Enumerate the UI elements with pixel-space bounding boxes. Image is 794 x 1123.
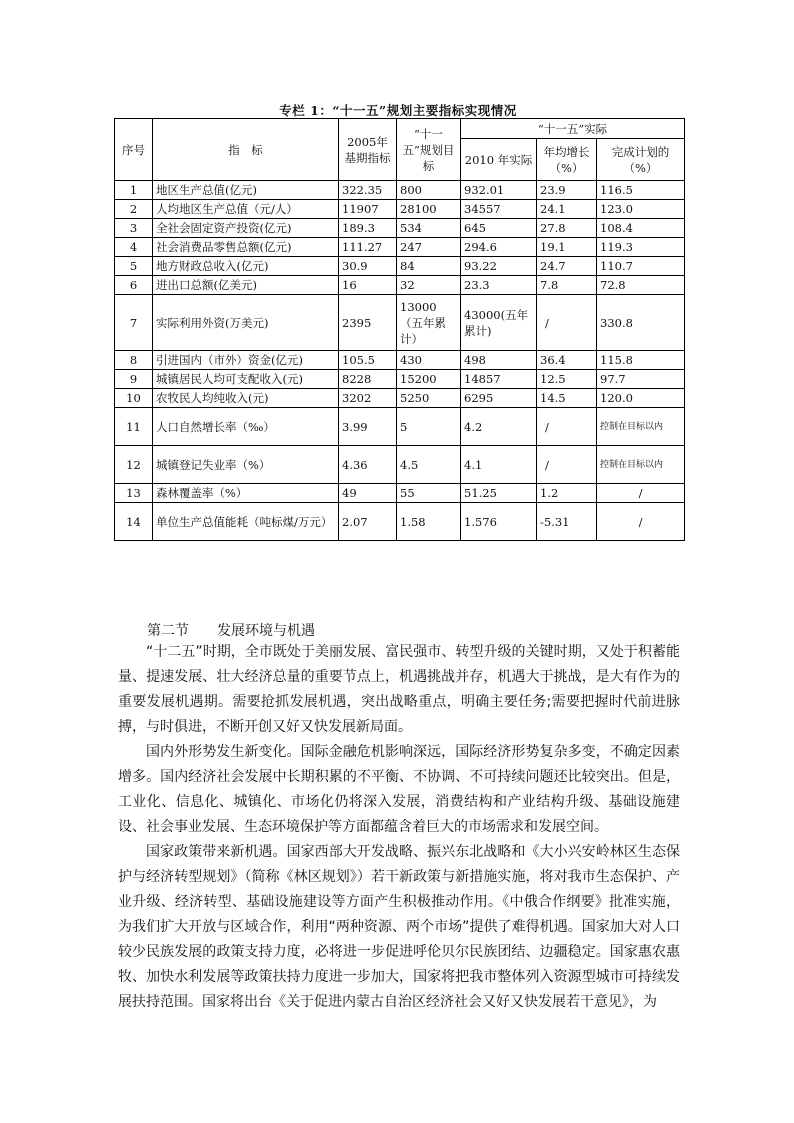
cell-growth: 12.5 bbox=[537, 370, 597, 389]
cell-completion: 72.8 bbox=[597, 276, 685, 295]
cell-growth: -5.31 bbox=[537, 503, 597, 541]
cell-completion: 108.4 bbox=[597, 219, 685, 238]
cell-base: 3.99 bbox=[339, 408, 397, 446]
cell-seq: 10 bbox=[115, 389, 153, 408]
cell-completion: 330.8 bbox=[597, 295, 685, 351]
cell-actual: 93.22 bbox=[461, 257, 537, 276]
cell-completion: 控制在目标以内 bbox=[597, 446, 685, 484]
cell-actual: 932.01 bbox=[461, 181, 537, 200]
cell-base: 105.5 bbox=[339, 351, 397, 370]
cell-indicator: 全社会固定资产投资(亿元) bbox=[153, 219, 339, 238]
cell-indicator: 社会消费品零售总额(亿元) bbox=[153, 238, 339, 257]
cell-completion: 97.7 bbox=[597, 370, 685, 389]
cell-seq: 3 bbox=[115, 219, 153, 238]
table-row bbox=[115, 219, 685, 238]
cell-actual: 294.6 bbox=[461, 238, 537, 257]
cell-target: 13000（五年累计） bbox=[397, 295, 461, 351]
cell-growth: 19.1 bbox=[537, 238, 597, 257]
cell-target: 84 bbox=[397, 257, 461, 276]
cell-actual: 498 bbox=[461, 351, 537, 370]
table-row bbox=[115, 257, 685, 276]
cell-indicator: 人口自然增长率（‰） bbox=[153, 408, 339, 446]
cell-base: 8228 bbox=[339, 370, 397, 389]
cell-base: 189.3 bbox=[339, 219, 397, 238]
paragraph: 国内外形势发生新变化。国际金融危机影响深远，国际经济形势复杂多变，不确定因素增多。国内经济社会发展中长期积累的不平衡、不协调、不可持续问题还比较突出。但是，工业化、信息化、城镇化、市场化仍将深入发展，消费结构和产业结构升级、基础设施建设、社会事业发展、生态环境保护等方面都蕴含着巨大的市场需求和发展空间。 bbox=[118, 744, 680, 835]
cell-base: 322.35 bbox=[339, 181, 397, 200]
cell-seq: 1 bbox=[115, 181, 153, 200]
cell-completion: 123.0 bbox=[597, 200, 685, 219]
cell-seq: 5 bbox=[115, 257, 153, 276]
table-row bbox=[115, 503, 685, 541]
cell-actual: 4.2 bbox=[461, 408, 537, 446]
header-indicator: 指 标 bbox=[153, 119, 339, 181]
cell-base: 2.07 bbox=[339, 503, 397, 541]
table-row bbox=[115, 200, 685, 219]
cell-growth: 14.5 bbox=[537, 389, 597, 408]
table-row bbox=[115, 351, 685, 370]
cell-seq: 7 bbox=[115, 295, 153, 351]
cell-indicator: 地方财政总收入(亿元) bbox=[153, 257, 339, 276]
cell-growth: 27.8 bbox=[537, 219, 597, 238]
table-row bbox=[115, 370, 685, 389]
cell-seq: 8 bbox=[115, 351, 153, 370]
cell-base: 30.9 bbox=[339, 257, 397, 276]
cell-target: 430 bbox=[397, 351, 461, 370]
cell-actual: 23.3 bbox=[461, 276, 537, 295]
table-caption: 专栏 1：“十一五”规划主要指标实现情况 bbox=[279, 103, 517, 118]
cell-completion: 119.3 bbox=[597, 238, 685, 257]
header-base: 2005年基期指标 bbox=[339, 119, 397, 181]
header-actual-2010: 2010 年实际 bbox=[461, 139, 537, 181]
cell-growth: 1.2 bbox=[537, 484, 597, 503]
cell-completion: 控制在目标以内 bbox=[597, 408, 685, 446]
cell-indicator: 森林覆盖率（%） bbox=[153, 484, 339, 503]
table-row bbox=[115, 389, 685, 408]
table-row bbox=[115, 181, 685, 200]
cell-target: 32 bbox=[397, 276, 461, 295]
cell-growth: / bbox=[537, 295, 597, 351]
cell-base: 2395 bbox=[339, 295, 397, 351]
cell-target: 15200 bbox=[397, 370, 461, 389]
cell-base: 111.27 bbox=[339, 238, 397, 257]
cell-completion: 116.5 bbox=[597, 181, 685, 200]
cell-actual: 6295 bbox=[461, 389, 537, 408]
table-row bbox=[115, 408, 685, 446]
cell-target: 800 bbox=[397, 181, 461, 200]
cell-base: 49 bbox=[339, 484, 397, 503]
cell-actual: 51.25 bbox=[461, 484, 537, 503]
table-row bbox=[115, 238, 685, 257]
cell-target: 4.5 bbox=[397, 446, 461, 484]
cell-actual: 1.576 bbox=[461, 503, 537, 541]
cell-base: 16 bbox=[339, 276, 397, 295]
table-row bbox=[115, 446, 685, 484]
cell-growth: / bbox=[537, 446, 597, 484]
cell-actual: 34557 bbox=[461, 200, 537, 219]
cell-indicator: 人均地区生产总值（元/人） bbox=[153, 200, 339, 219]
cell-actual: 14857 bbox=[461, 370, 537, 389]
indicators-table bbox=[114, 118, 685, 541]
cell-seq: 6 bbox=[115, 276, 153, 295]
cell-indicator: 进出口总额(亿美元) bbox=[153, 276, 339, 295]
cell-actual: 4.1 bbox=[461, 446, 537, 484]
cell-indicator: 引进国内（市外）资金(亿元) bbox=[153, 351, 339, 370]
cell-seq: 2 bbox=[115, 200, 153, 219]
table-row bbox=[115, 484, 685, 503]
cell-seq: 14 bbox=[115, 503, 153, 541]
paragraph: “十二五”时期，全市既处于美丽发展、富民强市、转型升级的关键时期，又处于积蓄能量、提速发展、壮大经济总量的重要节点上，机遇挑战并存，机遇大于挑战，是大有作为的重要发展机遇期。需要抢抓发展机遇，突出战略重点，明确主要任务;需要把握时代前进脉搏，与时俱进，不断开创又好又快发展新局面。 bbox=[118, 644, 680, 735]
header-actual-group: “十一五”实际 bbox=[461, 119, 685, 139]
paragraph: 国家政策带来新机遇。国家西部大开发战略、振兴东北战略和《大小兴安岭林区生态保护与经济转型规划》（简称《林区规划》）若干新政策与新措施实施，将对我市生态保护、产业升级、经济转型、基础设施建设等方面产生积极推动作用。《中俄合作纲要》批准实施，为我们扩大开放与区域合作，利用“两种资源、两个市场”提供了难得机遇。国家加大对人口较少民族发展的政策支持力度，必将进一步促进呼伦贝尔民族团结、边疆稳定。国家惠农惠牧、加快水利发展等政策扶持力度进一步加大，国家将把我市整体列入资源型城市可持续发展扶持范围。国家将出台《关于促进内蒙古自治区经济社会又好又快发展若干意见》，为 bbox=[118, 844, 680, 1010]
header-seq: 序号 bbox=[115, 119, 153, 181]
cell-base: 11907 bbox=[339, 200, 397, 219]
cell-indicator: 单位生产总值能耗（吨标煤/万元） bbox=[153, 503, 339, 541]
cell-growth: 36.4 bbox=[537, 351, 597, 370]
cell-seq: 9 bbox=[115, 370, 153, 389]
cell-indicator: 地区生产总值(亿元) bbox=[153, 181, 339, 200]
cell-completion: 115.8 bbox=[597, 351, 685, 370]
header-avg-growth: 年均增长（%） bbox=[537, 139, 597, 181]
cell-actual: 645 bbox=[461, 219, 537, 238]
cell-target: 5 bbox=[397, 408, 461, 446]
cell-seq: 11 bbox=[115, 408, 153, 446]
cell-indicator: 城镇登记失业率（%） bbox=[153, 446, 339, 484]
cell-indicator: 城镇居民人均可支配收入(元) bbox=[153, 370, 339, 389]
cell-target: 534 bbox=[397, 219, 461, 238]
cell-growth: 24.1 bbox=[537, 200, 597, 219]
cell-target: 55 bbox=[397, 484, 461, 503]
cell-target: 1.58 bbox=[397, 503, 461, 541]
cell-growth: 24.7 bbox=[537, 257, 597, 276]
cell-seq: 4 bbox=[115, 238, 153, 257]
cell-growth: 7.8 bbox=[537, 276, 597, 295]
cell-seq: 12 bbox=[115, 446, 153, 484]
cell-growth: 23.9 bbox=[537, 181, 597, 200]
table-body bbox=[115, 181, 685, 541]
cell-completion: / bbox=[597, 503, 685, 541]
body-text bbox=[118, 640, 680, 1015]
cell-indicator: 农牧民人均纯收入(元) bbox=[153, 389, 339, 408]
cell-target: 5250 bbox=[397, 389, 461, 408]
cell-seq: 13 bbox=[115, 484, 153, 503]
cell-growth: / bbox=[537, 408, 597, 446]
cell-completion: 120.0 bbox=[597, 389, 685, 408]
table-row bbox=[115, 295, 685, 351]
cell-indicator: 实际利用外资(万美元) bbox=[153, 295, 339, 351]
cell-target: 28100 bbox=[397, 200, 461, 219]
cell-base: 4.36 bbox=[339, 446, 397, 484]
cell-completion: 110.7 bbox=[597, 257, 685, 276]
header-completion: 完成计划的（%） bbox=[597, 139, 685, 181]
header-target: “十一五”规划目标 bbox=[397, 119, 461, 181]
cell-base: 3202 bbox=[339, 389, 397, 408]
table-row bbox=[115, 276, 685, 295]
section-heading: 第二节 发展环境与机遇 bbox=[147, 623, 315, 639]
cell-target: 247 bbox=[397, 238, 461, 257]
cell-actual: 43000(五年累计) bbox=[461, 295, 537, 351]
cell-completion: / bbox=[597, 484, 685, 503]
